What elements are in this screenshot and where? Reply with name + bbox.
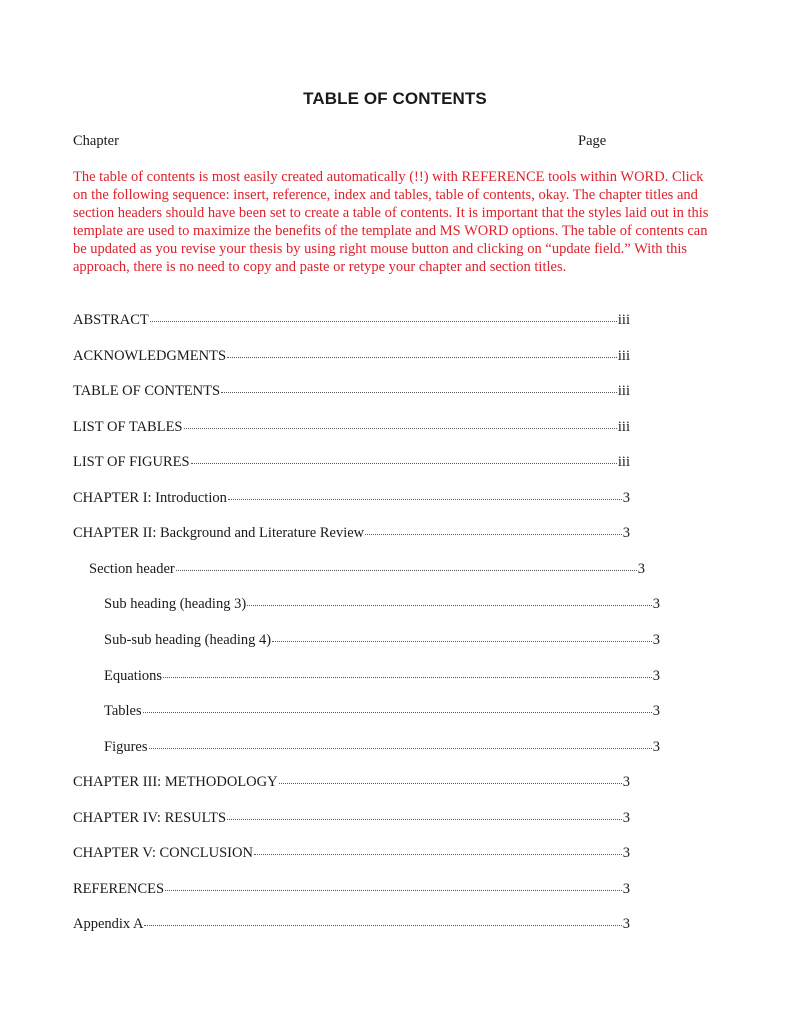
toc-entry-label: Tables	[104, 703, 142, 720]
toc-entry-page: 3	[637, 560, 645, 577]
toc-entry[interactable]	[73, 810, 630, 827]
page-title: TABLE OF CONTENTS	[303, 89, 487, 108]
toc-entry-label: Equations	[104, 667, 162, 684]
toc-entry[interactable]	[73, 383, 630, 400]
dot-leader	[247, 604, 652, 606]
toc-entry-label: Figures	[104, 738, 148, 755]
toc-entry[interactable]	[104, 632, 660, 649]
toc-entry-label: CHAPTER I: Introduction	[73, 489, 227, 506]
toc-entry-page: 3	[652, 596, 660, 613]
dot-leader	[279, 782, 622, 784]
dot-leader	[184, 427, 617, 429]
toc-entry-page: iii	[617, 418, 630, 435]
toc-entry-label: LIST OF FIGURES	[73, 454, 190, 471]
toc-entry-page: 3	[622, 525, 630, 542]
toc-entry-page: 3	[652, 703, 660, 720]
toc-entry-page: 3	[652, 631, 660, 648]
page-column-header: Page	[578, 133, 607, 149]
toc-entry-label: CHAPTER III: METHODOLOGY	[73, 774, 278, 791]
toc-entry-page: 3	[622, 916, 630, 933]
dot-leader	[221, 391, 617, 393]
toc-entry[interactable]	[73, 490, 630, 507]
toc-entry-label: Appendix A	[73, 916, 144, 933]
toc-entry[interactable]	[104, 668, 660, 685]
toc-entry-label: Sub heading (heading 3)	[104, 596, 247, 613]
toc-entry-page: 3	[652, 667, 660, 684]
dot-leader	[176, 569, 637, 571]
dot-leader	[227, 356, 617, 358]
toc-entry[interactable]	[73, 881, 630, 898]
toc-entry-page: 3	[622, 845, 630, 862]
toc-entry[interactable]	[73, 348, 630, 365]
dot-leader	[165, 889, 622, 891]
toc-entry[interactable]	[73, 312, 630, 329]
toc-entry-page: 3	[622, 880, 630, 897]
dot-leader	[227, 818, 622, 820]
toc-entry-label: Section header	[89, 560, 175, 577]
dot-leader	[228, 498, 622, 500]
dot-leader	[143, 711, 652, 713]
toc-entry-label: CHAPTER IV: RESULTS	[73, 809, 227, 826]
toc-entry-page: iii	[617, 454, 630, 471]
dot-leader	[254, 853, 622, 855]
toc-entry-label: ACKNOWLEDGMENTS	[73, 347, 227, 364]
toc-entry[interactable]	[73, 845, 630, 862]
dot-leader	[144, 924, 621, 926]
dot-leader	[272, 640, 652, 642]
toc-entry[interactable]	[73, 916, 630, 933]
toc-entry[interactable]	[73, 774, 630, 791]
toc-entry-page: 3	[622, 489, 630, 506]
toc-entry-page: 3	[622, 809, 630, 826]
dot-leader	[191, 462, 617, 464]
toc-entry[interactable]	[104, 596, 660, 613]
instruction-note: The table of contents is most easily created automatically (!!) with REFERENCE tools within WORD. Click on the following sequence: insert, reference, index and tables, table of contents, okay. The chapter titles and section headers should have been set to create a table of contents. It is important that the styles laid out in this template are used to maximize the benefits of the template and MS WORD options. The table of contents can be updated as you revise your thesis by using right mouse button and clicking on “update field.” With this approach, there is no need to copy and paste or retype your chapter and section titles.	[73, 169, 709, 275]
toc-entry[interactable]	[73, 419, 630, 436]
toc-entry-label: LIST OF TABLES	[73, 418, 183, 435]
toc-entry-label: CHAPTER V: CONCLUSION	[73, 845, 253, 862]
dot-leader	[150, 320, 617, 322]
toc-entry-label: ABSTRACT	[73, 312, 149, 328]
toc-entry[interactable]	[104, 739, 660, 756]
toc-entry-label: TABLE OF CONTENTS	[73, 383, 221, 400]
toc-entry-page: 3	[652, 738, 660, 755]
toc-entry[interactable]	[73, 454, 630, 471]
toc-entry-page: iii	[617, 347, 630, 364]
toc-entry-label: REFERENCES	[73, 880, 165, 897]
toc-entry-page: 3	[622, 774, 630, 791]
dot-leader	[365, 533, 622, 535]
dot-leader	[163, 676, 652, 678]
toc-entry-page: iii	[617, 312, 630, 328]
chapter-column-header: Chapter	[73, 133, 119, 149]
toc-entry-label: CHAPTER II: Background and Literature Review	[73, 525, 365, 542]
toc-entry[interactable]	[104, 703, 660, 720]
toc-entry-page: iii	[617, 383, 630, 400]
toc-entry[interactable]	[89, 561, 645, 578]
dot-leader	[149, 747, 652, 749]
toc-entry-label: Sub-sub heading (heading 4)	[104, 631, 272, 648]
toc-entry[interactable]	[73, 525, 630, 542]
